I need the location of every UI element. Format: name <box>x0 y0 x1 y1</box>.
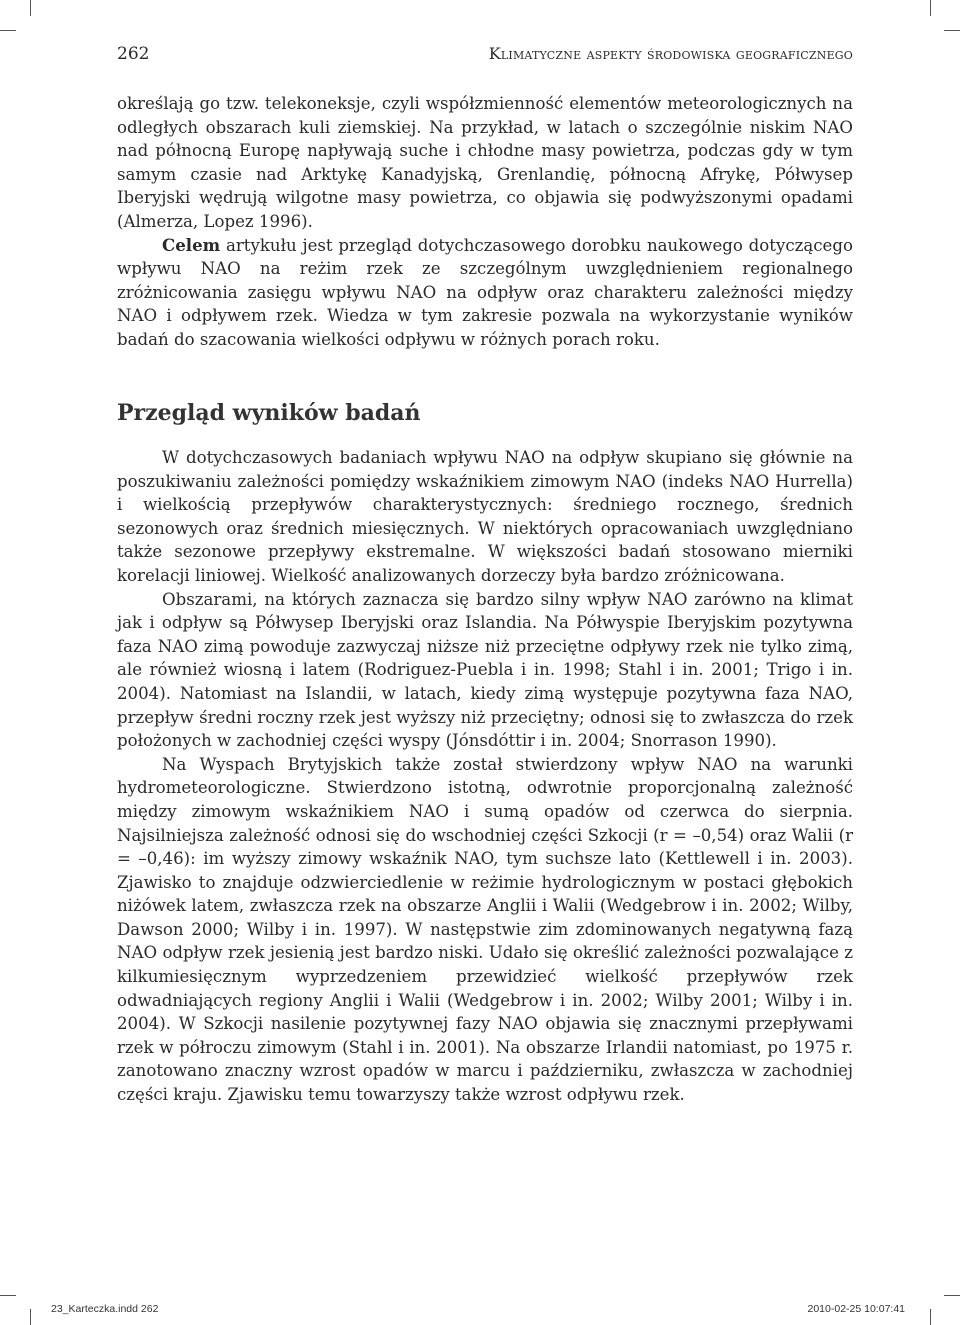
intro-text <box>117 92 853 352</box>
page-number: 262 <box>117 44 150 64</box>
running-title: Klimatyczne aspekty środowiska geograficznego <box>488 44 853 63</box>
crop-mark <box>930 1309 931 1325</box>
crop-mark <box>0 1295 16 1296</box>
aim-bold-lead: Celem <box>162 234 221 255</box>
crop-mark <box>30 1309 31 1325</box>
intro-paragraph: określają go tzw. telekoneksje, czyli współzmienność elementów meteorologicznych na odległych obszarach kuli ziemskiej. Na przykład, w latach o szczególnie niskim NAO nad północną Europę napływają suche i chłodne masy powietrza, podczas gdy w tym samym czasie nad Arktykę Kanadyjską, Grenlandię, północną Afrykę, Półwysep Iberyjski wędrują wilgotne masy powietrza, co objawia się podwyższonymi opadami (Almerza, Lopez 1996). <box>117 94 853 231</box>
aim-paragraph <box>117 234 853 352</box>
crop-mark <box>0 30 16 31</box>
crop-mark <box>944 30 960 31</box>
crop-mark <box>30 0 31 16</box>
crop-mark <box>944 1295 960 1296</box>
crop-mark <box>930 0 931 16</box>
footer-timestamp: 2010-02-25 10:07:41 <box>807 1303 905 1315</box>
footer-file-info: 23_Karteczka.indd 262 <box>51 1303 159 1315</box>
section-body <box>117 446 853 1107</box>
page-header <box>117 44 853 70</box>
section-paragraph: W dotychczasowych badaniach wpływu NAO na odpływ skupiano się głównie na poszukiwaniu zależności pomiędzy wskaźnikiem zimowym NAO (indeks NAO Hurrella) i wielkością przepływów charakterystycznych: średniego rocznego, średnich sezonowych oraz średnich miesięcznych. W niektórych opracowaniach uwzględniano także sezonowe przepływy ekstremalne. W większości badań stosowano mierniki korelacji liniowej. Wielkość analizowanych dorzeczy była bardzo zróżnicowana. <box>117 448 853 585</box>
aim-text: artykułu jest przegląd dotychczasowego dorobku naukowego dotyczącego wpływu NAO na reżim rzek ze szczególnym uwzględnieniem regionalnego zróżnicowania zasięgu wpływu NAO na odpływ oraz charakteru zależności między NAO i odpływem rzek. Wiedza w tym zakresie pozwala na wykorzystanie wyników badań do szacowania wielkości odpływu w różnych porach roku. <box>117 235 853 349</box>
section-paragraph: Obszarami, na których zaznacza się bardzo silny wpływ NAO zarówno na klimat jak i odpływ są Półwysep Iberyjski oraz Islandia. Na Półwyspie Iberyjskim pozytywna faza NAO zimą powoduje zazwyczaj niższe niż przeciętne odpływy rzek nie tylko zimą, ale również wiosną i latem (Rodriguez-Puebla i in. 1998; Stahl i in. 2001; Trigo i in. 2004). Natomiast na Islandii, w latach, kiedy zimą występuje pozytywna faza NAO, przepływ średni roczny rzek jest wyższy niż przeciętny; odnosi się to zwłaszcza do rzek położonych w zachodniej części wyspy (Jónsdóttir i in. 2004; Snorrason 1990). <box>117 589 853 751</box>
section-title: Przegląd wyników badań <box>117 400 421 426</box>
section-paragraph: Na Wyspach Brytyjskich także został stwierdzony wpływ NAO na warunki hydrometeorologiczne. Stwierdzono istotną, odwrotnie proporcjonalną zależność między zimowym wskaźnikiem NAO i sumą opadów od czerwca do sierpnia. Najsilniejsza zależność odnosi się do wschodniej części Szkocji (r = –0,54) oraz Walii (r = –0,46): im wyższy zimowy wskaźnik NAO, tym suchsze lato (Kettlewell i in. 2003). Zjawisko to znajduje odzwierciedlenie w reżimie hydrologicznym w postaci głębokich niżówek latem, zwłaszcza rzek na obszarze Anglii i Walii (Wedgebrow i in. 2002; Wilby, Dawson 2000; Wilby i in. 1997). W następstwie zim zdominowanych negatywną fazą NAO odpływ rzek jesienią jest bardzo niski. Udało się określić zależności pozwalające z kilkumiesięcznym wyprzedzeniem przewidzieć wielkość przepływów rzek odwadniających regiony Anglii i Walii (Wedgebrow i in. 2002; Wilby 2001; Wilby i in. 2004). W Szkocji nasilenie pozytywnej fazy NAO objawia się znacznymi przepływami rzek w półroczu zimowym (Stahl i in. 2001). Na obszarze Irlandii natomiast, po 1975 r. zanotowano znaczny wzrost opadów w marcu i październiku, zwłaszcza w zachodniej części kraju. Zjawisku temu towarzyszy także wzrost odpływu rzek. <box>117 754 853 1105</box>
